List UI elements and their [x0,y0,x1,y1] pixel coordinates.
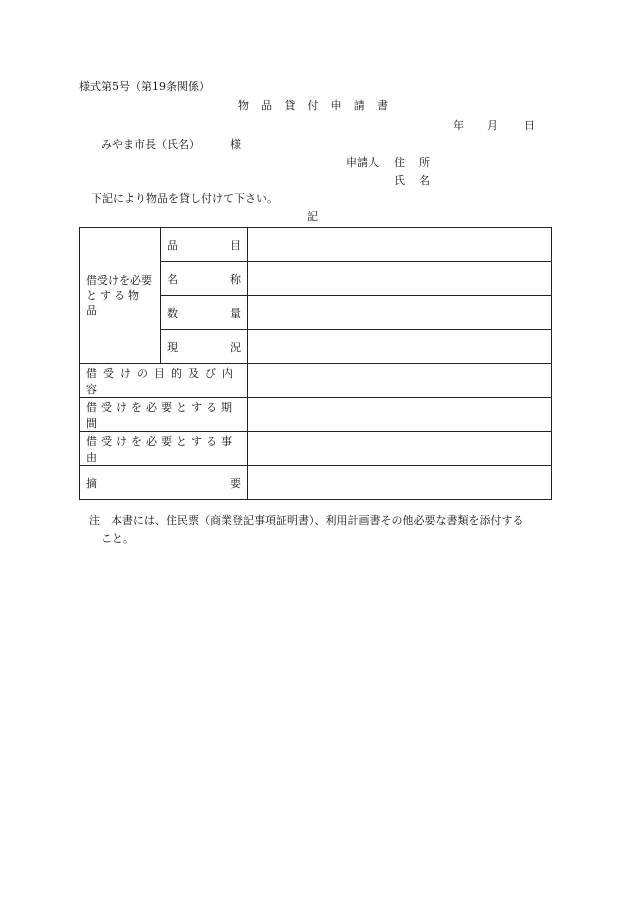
row-label: 借受けを必要とする事由 [86,434,236,464]
title-char: 書 [376,99,388,112]
category-cell [80,228,161,364]
name-char: 氏 [394,174,405,187]
date-day-label: 日 [524,119,535,132]
remarks-char: 要 [230,476,241,490]
application-table [79,227,552,500]
footnote [89,512,559,548]
name-char: 名 [419,174,430,187]
table-row [80,398,552,432]
row-label-cell [80,398,248,432]
address-char: 所 [419,156,430,169]
table-row [80,466,552,500]
sub-label-char: 称 [230,272,241,286]
title-char: 付 [307,99,319,112]
sub-label-char: 量 [230,306,241,320]
sub-label-cell [161,330,248,364]
row-label-cell [80,466,248,500]
table-row [80,432,552,466]
condition-value-cell[interactable] [248,330,552,364]
honorific: 様 [230,138,241,151]
row-label-cell [80,432,248,466]
reason-value-cell[interactable] [248,432,552,466]
remarks-value-cell[interactable] [248,466,552,500]
form-number: 様式第5号（第19条関係） [79,80,210,93]
footnote-line: こと。 [101,532,134,545]
table-row [80,364,552,398]
remarks-char: 摘 [86,476,97,490]
purpose-value-cell[interactable] [248,364,552,398]
title-char: 貸 [284,99,296,112]
sub-label-cell [161,228,248,262]
sub-label-char: 品 [167,238,178,252]
footnote-line: 注 本書には、住民票（商業登記事項証明書）、利用計画書その他必要な書類を添付する [89,514,524,527]
sub-label-char: 数 [167,306,178,320]
table-row [80,228,552,262]
sub-label-char: 目 [230,238,241,252]
sub-label-char: 現 [167,340,178,354]
period-value-cell[interactable] [248,398,552,432]
name-label [394,174,430,188]
document-title [238,99,388,113]
sub-label-cell [161,296,248,330]
addressee: みやま市長（氏名） [101,138,200,151]
ki-label: 記 [307,210,318,223]
title-char: 物 [238,99,249,112]
row-label: 借受けの目的及び内容 [86,366,239,396]
title-char: 請 [353,99,365,112]
item-value-cell[interactable] [248,228,552,262]
address-label [394,156,430,170]
applicant-label: 申請人 [346,156,379,169]
sub-label-char: 況 [230,340,241,354]
address-char: 住 [394,156,405,169]
title-char: 品 [261,99,273,112]
row-label: 借受けを必要とする期間 [86,400,236,430]
quantity-value-cell[interactable] [248,296,552,330]
intro-text: 下記により物品を貸し付けて下さい。 [91,192,278,205]
category-line: 借受けを必要 [86,274,152,287]
sub-label-char: 名 [167,272,178,286]
date-month-label: 月 [487,119,498,132]
title-char: 申 [330,99,342,112]
sub-label-cell [161,262,248,296]
date-year-label: 年 [453,119,464,132]
row-label-cell [80,364,248,398]
category-line: とする物品 [86,289,142,317]
name-value-cell[interactable] [248,262,552,296]
